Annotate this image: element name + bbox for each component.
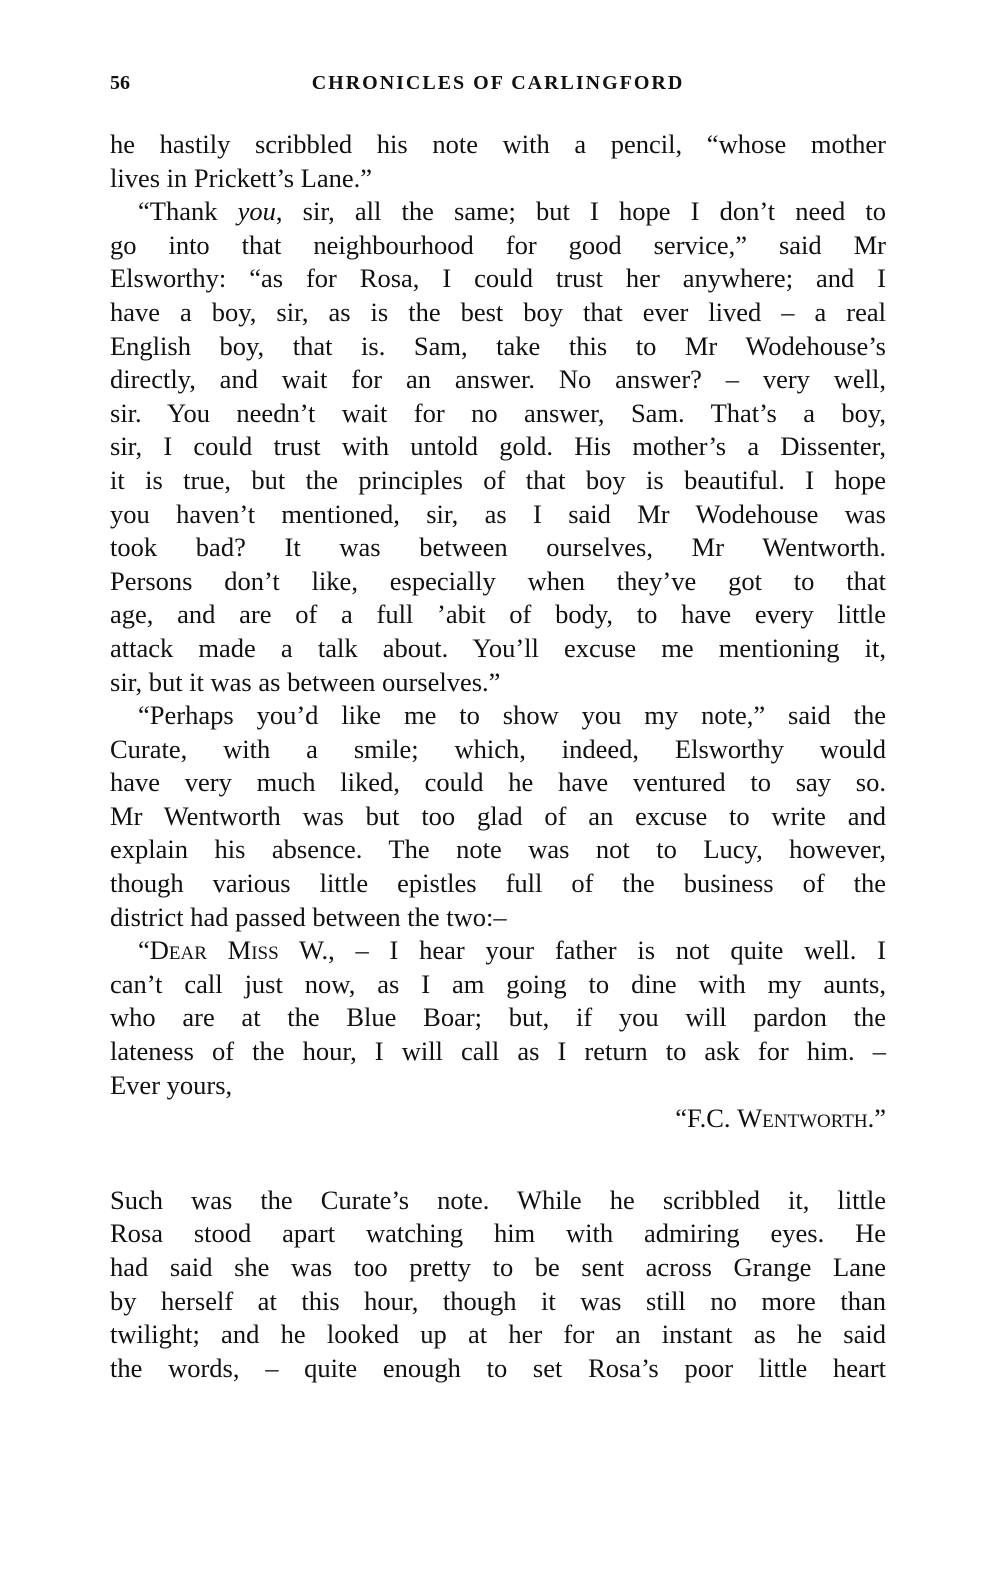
text-line: Rosa stood apart watching him with admiring eyes. He [110,1218,886,1249]
text-line: sir. You needn’t wait for no answer, Sam. That’s a boy, [110,397,886,428]
text-line: English boy, that is. Sam, take this to Mr Wodehouse’s [110,330,886,361]
small-caps-text: Wentworth [737,1103,868,1134]
text-line: have a boy, sir, as is the best boy that ever lived – a real [110,296,886,327]
running-head [110,72,886,108]
text-line: by herself at this hour, though it was still no more than [110,1285,886,1316]
section-gap [110,1136,886,1184]
text-line: lives in Prickett’s Lane.” [110,162,372,193]
text-line: “Thank you, sir, all the same; but I hope I don’t need to [138,196,887,227]
emphasis: you [237,196,276,227]
text-line: district had passed between the two:– [110,901,507,932]
page-number: 56 [110,72,130,94]
book-page [110,72,886,1385]
text-line: Curate, with a smile; which, indeed, Elsworthy would [110,733,886,764]
text-line: had said she was too pretty to be sent across Grange Lane [110,1252,886,1282]
text-line: took bad? It was between ourselves, Mr Wentworth. [110,532,886,563]
text-line: Elsworthy: “as for Rosa, I could trust her anywhere; and I [110,263,886,294]
small-caps-text: Dear Miss [149,935,279,966]
text-line: “Dear Miss W., – I hear your father is not quite well. I [138,935,886,966]
text-line: have very much liked, could he have ventured to say so. [110,767,886,798]
text-line: sir, but it was as between ourselves.” [110,666,501,697]
text-line: you haven’t mentioned, sir, as I said Mr Wodehouse was [110,498,886,529]
text-line: age, and are of a full ’abit of body, to have every little [110,599,886,630]
text-line: go into that neighbourhood for good service,” said Mr [110,229,886,260]
text-line: can’t call just now, as I am going to dine with my aunts, [110,968,886,999]
text-line: attack made a talk about. You’ll excuse me mentioning it, [110,632,886,663]
text-line: Mr Wentworth was but too glad of an excuse to write and [110,800,886,831]
text-line: Persons don’t like, especially when they’ve got to that [110,565,886,596]
text-line: Ever yours, [110,1069,233,1100]
text-line: he hastily scribbled his note with a pencil, “whose mother [110,129,886,159]
body-text [110,128,886,1385]
book-title: CHRONICLES OF CARLINGFORD [311,72,685,94]
text-line: directly, and wait for an answer. No answer? – very well, [110,364,886,395]
text-line: though various little epistles full of the business of the [110,868,886,899]
text-line: sir, I could trust with untold gold. His mother’s a Dissenter, [110,431,886,462]
text-line: it is true, but the principles of that boy is beautiful. I hope [110,464,886,495]
text-line: twilight; and he looked up at her for an instant as he said [110,1319,886,1350]
text-line: Such was the Curate’s note. While he scribbled it, little [110,1184,886,1215]
signature-line: “F.C. Wentworth.” [675,1103,886,1134]
text-line: “Perhaps you’d like me to show you my note,” said the [138,700,886,731]
text-line: lateness of the hour, I will call as I return to ask for him. – [110,1036,886,1067]
text-line: the words, – quite enough to set Rosa’s poor little heart [110,1352,886,1383]
text-line: explain his absence. The note was not to Lucy, however, [110,834,886,865]
text-line: who are at the Blue Boar; but, if you will pardon the [110,1002,886,1033]
